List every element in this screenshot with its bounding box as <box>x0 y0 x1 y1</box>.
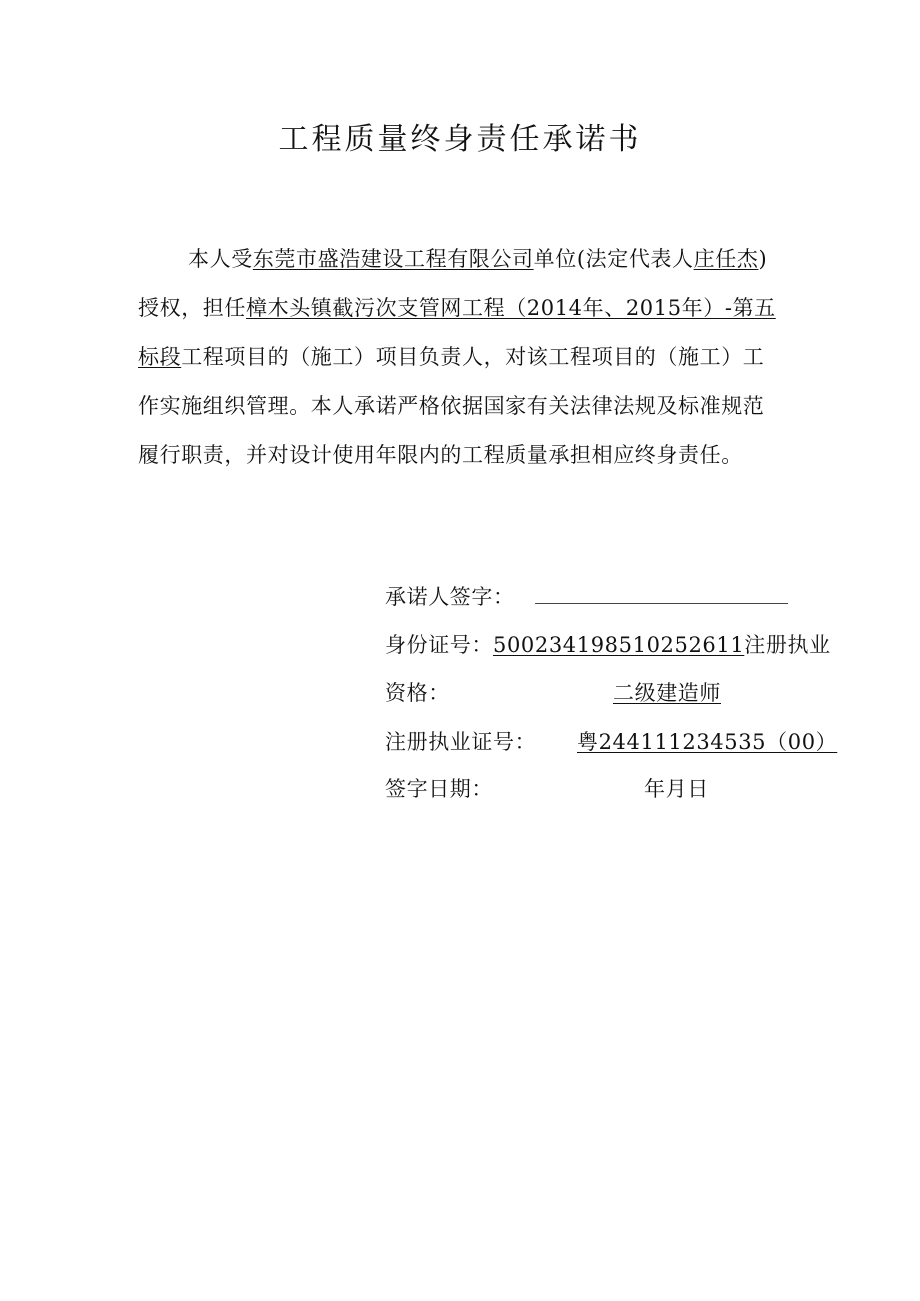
line3-rest: 工程项目的（施工）项目负责人，对该工程项目的（施工）工 <box>181 345 765 369</box>
reg-qual-label-part2: 资格： <box>385 681 450 705</box>
reg-no-label: 注册执业证号： <box>385 730 537 754</box>
signer-label: 承诺人签字： <box>385 585 515 609</box>
line1-mid: 单位(法定代表人 <box>533 247 694 271</box>
project-name-part1: 樟木头镇截污次支管网工程（2014年、2015年）-第五 <box>246 296 776 320</box>
document-title: 工程质量终身责任承诺书 <box>278 122 642 157</box>
date-value: 年月日 <box>644 777 709 801</box>
reg-qual-value: 二级建造师 <box>613 681 721 705</box>
date-label: 签字日期： <box>385 777 493 801</box>
paragraph-line-4: 作实施组织管理。本人承诺严格依据国家有关法律法规及标准规范 <box>138 394 765 418</box>
company-name: 东莞市盛浩建设工程有限公司 <box>252 247 534 271</box>
line1-prefix: 本人受 <box>188 247 253 271</box>
id-number: 500234198510252611 <box>493 633 745 657</box>
paragraph-line-5: 履行职责，并对设计使用年限内的工程质量承担相应终身责任。 <box>138 443 743 467</box>
line2-prefix: 授权，担任 <box>138 296 246 320</box>
paragraph-line-3 <box>138 341 764 373</box>
line1-end: ) <box>758 247 768 271</box>
id-label: 身份证号： <box>385 633 493 657</box>
project-name-part2: 标段 <box>138 345 182 369</box>
paragraph-line-2 <box>138 292 776 324</box>
reg-qual-label-part1: 注册执业 <box>744 633 831 657</box>
id-row <box>385 629 831 661</box>
signature-blank-line <box>535 603 788 604</box>
paragraph-line-1 <box>188 243 767 275</box>
legal-representative: 庄任杰 <box>693 247 759 271</box>
reg-no-value: 粤244111234535（00） <box>577 730 838 754</box>
